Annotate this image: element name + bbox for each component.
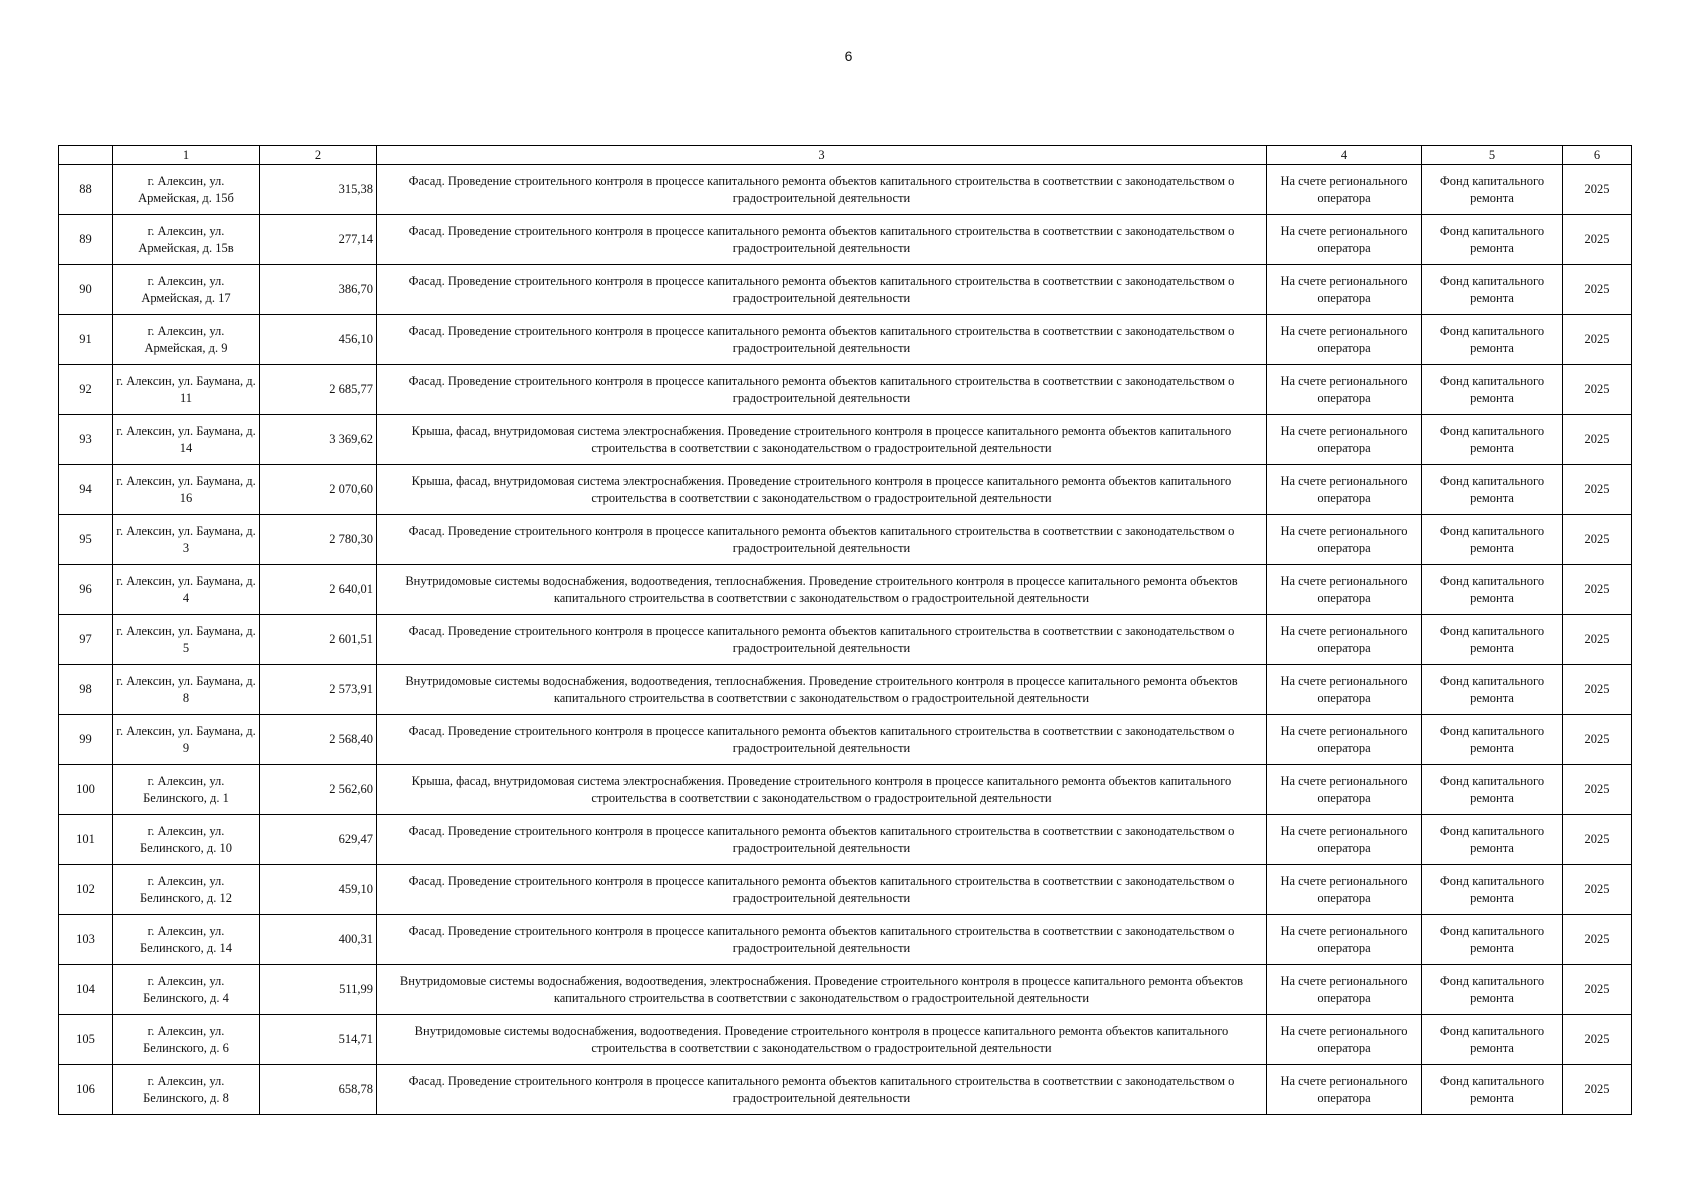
row-number-cell: 92 bbox=[59, 365, 113, 415]
table-row bbox=[59, 315, 1632, 365]
works-description-cell: Крыша, фасад, внутридомовая система электроснабжения. Проведение строительного контроля в процессе капитального ремонта объектов капитального строительства в соответствии с законодательством о градостроительной деятельности bbox=[377, 415, 1267, 465]
account-type-cell: На счете регионального оператора bbox=[1267, 465, 1422, 515]
table-row bbox=[59, 365, 1632, 415]
row-number-cell: 103 bbox=[59, 915, 113, 965]
works-description-cell: Фасад. Проведение строительного контроля в процессе капитального ремонта объектов капитального строительства в соответствии с законодательством о градостроительной деятельности bbox=[377, 865, 1267, 915]
year-cell: 2025 bbox=[1563, 765, 1632, 815]
address-cell: г. Алексин, ул. Армейская, д. 9 bbox=[113, 315, 260, 365]
account-type-cell: На счете регионального оператора bbox=[1267, 615, 1422, 665]
address-cell: г. Алексин, ул. Баумана, д. 3 bbox=[113, 515, 260, 565]
column-number-cell: 1 bbox=[113, 146, 260, 165]
works-description-cell: Фасад. Проведение строительного контроля в процессе капитального ремонта объектов капитального строительства в соответствии с законодательством о градостроительной деятельности bbox=[377, 165, 1267, 215]
address-cell: г. Алексин, ул. Белинского, д. 10 bbox=[113, 815, 260, 865]
address-cell: г. Алексин, ул. Баумана, д. 4 bbox=[113, 565, 260, 615]
year-cell: 2025 bbox=[1563, 465, 1632, 515]
row-number-cell: 101 bbox=[59, 815, 113, 865]
table-row bbox=[59, 765, 1632, 815]
account-type-cell: На счете регионального оператора bbox=[1267, 765, 1422, 815]
amount-cell: 2 685,77 bbox=[260, 365, 377, 415]
amount-cell: 2 573,91 bbox=[260, 665, 377, 715]
address-cell: г. Алексин, ул. Белинского, д. 6 bbox=[113, 1015, 260, 1065]
year-cell: 2025 bbox=[1563, 815, 1632, 865]
year-cell: 2025 bbox=[1563, 915, 1632, 965]
year-cell: 2025 bbox=[1563, 1065, 1632, 1115]
amount-cell: 658,78 bbox=[260, 1065, 377, 1115]
funding-source-cell: Фонд капитального ремонта bbox=[1422, 515, 1563, 565]
table-row bbox=[59, 665, 1632, 715]
table-row bbox=[59, 615, 1632, 665]
amount-cell: 2 070,60 bbox=[260, 465, 377, 515]
amount-cell: 386,70 bbox=[260, 265, 377, 315]
row-number-cell: 97 bbox=[59, 615, 113, 665]
table-row bbox=[59, 465, 1632, 515]
account-type-cell: На счете регионального оператора bbox=[1267, 415, 1422, 465]
table-row bbox=[59, 1015, 1632, 1065]
column-number-cell bbox=[59, 146, 113, 165]
funding-source-cell: Фонд капитального ремонта bbox=[1422, 565, 1563, 615]
address-cell: г. Алексин, ул. Баумана, д. 8 bbox=[113, 665, 260, 715]
funding-source-cell: Фонд капитального ремонта bbox=[1422, 315, 1563, 365]
row-number-cell: 90 bbox=[59, 265, 113, 315]
funding-source-cell: Фонд капитального ремонта bbox=[1422, 265, 1563, 315]
capital-repair-table bbox=[58, 145, 1632, 1115]
row-number-cell: 104 bbox=[59, 965, 113, 1015]
funding-source-cell: Фонд капитального ремонта bbox=[1422, 965, 1563, 1015]
year-cell: 2025 bbox=[1563, 515, 1632, 565]
year-cell: 2025 bbox=[1563, 215, 1632, 265]
address-cell: г. Алексин, ул. Баумана, д. 11 bbox=[113, 365, 260, 415]
funding-source-cell: Фонд капитального ремонта bbox=[1422, 215, 1563, 265]
page-number: 6 bbox=[844, 48, 853, 64]
table-row bbox=[59, 415, 1632, 465]
account-type-cell: На счете регионального оператора bbox=[1267, 365, 1422, 415]
account-type-cell: На счете регионального оператора bbox=[1267, 815, 1422, 865]
column-number-cell: 5 bbox=[1422, 146, 1563, 165]
address-cell: г. Алексин, ул. Белинского, д. 14 bbox=[113, 915, 260, 965]
funding-source-cell: Фонд капитального ремонта bbox=[1422, 1065, 1563, 1115]
funding-source-cell: Фонд капитального ремонта bbox=[1422, 165, 1563, 215]
address-cell: г. Алексин, ул. Армейская, д. 15б bbox=[113, 165, 260, 215]
amount-cell: 2 601,51 bbox=[260, 615, 377, 665]
amount-cell: 400,31 bbox=[260, 915, 377, 965]
works-description-cell: Внутридомовые системы водоснабжения, водоотведения. Проведение строительного контроля в процессе капитального ремонта объектов капитального строительства в соответствии с законодательством о градостроительной деятельности bbox=[377, 1015, 1267, 1065]
year-cell: 2025 bbox=[1563, 565, 1632, 615]
column-number-cell: 6 bbox=[1563, 146, 1632, 165]
funding-source-cell: Фонд капитального ремонта bbox=[1422, 915, 1563, 965]
works-description-cell: Фасад. Проведение строительного контроля в процессе капитального ремонта объектов капитального строительства в соответствии с законодательством о градостроительной деятельности bbox=[377, 365, 1267, 415]
year-cell: 2025 bbox=[1563, 865, 1632, 915]
address-cell: г. Алексин, ул. Белинского, д. 1 bbox=[113, 765, 260, 815]
amount-cell: 459,10 bbox=[260, 865, 377, 915]
row-number-cell: 95 bbox=[59, 515, 113, 565]
account-type-cell: На счете регионального оператора bbox=[1267, 1065, 1422, 1115]
works-description-cell: Внутридомовые системы водоснабжения, водоотведения, электроснабжения. Проведение строительного контроля в процессе капитального ремонта объектов капитального строительства в соответствии с законодательством о градостроительной деятельности bbox=[377, 965, 1267, 1015]
amount-cell: 514,71 bbox=[260, 1015, 377, 1065]
account-type-cell: На счете регионального оператора bbox=[1267, 315, 1422, 365]
row-number-cell: 99 bbox=[59, 715, 113, 765]
row-number-cell: 91 bbox=[59, 315, 113, 365]
row-number-cell: 98 bbox=[59, 665, 113, 715]
amount-cell: 456,10 bbox=[260, 315, 377, 365]
table-row bbox=[59, 565, 1632, 615]
funding-source-cell: Фонд капитального ремонта bbox=[1422, 665, 1563, 715]
table-row bbox=[59, 265, 1632, 315]
row-number-cell: 89 bbox=[59, 215, 113, 265]
works-description-cell: Фасад. Проведение строительного контроля в процессе капитального ремонта объектов капитального строительства в соответствии с законодательством о градостроительной деятельности bbox=[377, 265, 1267, 315]
works-description-cell: Фасад. Проведение строительного контроля в процессе капитального ремонта объектов капитального строительства в соответствии с законодательством о градостроительной деятельности bbox=[377, 815, 1267, 865]
year-cell: 2025 bbox=[1563, 715, 1632, 765]
address-cell: г. Алексин, ул. Баумана, д. 5 bbox=[113, 615, 260, 665]
table-row bbox=[59, 165, 1632, 215]
works-description-cell: Фасад. Проведение строительного контроля в процессе капитального ремонта объектов капитального строительства в соответствии с законодательством о градостроительной деятельности bbox=[377, 615, 1267, 665]
address-cell: г. Алексин, ул. Баумана, д. 14 bbox=[113, 415, 260, 465]
table-row bbox=[59, 215, 1632, 265]
address-cell: г. Алексин, ул. Баумана, д. 16 bbox=[113, 465, 260, 515]
amount-cell: 2 780,30 bbox=[260, 515, 377, 565]
year-cell: 2025 bbox=[1563, 365, 1632, 415]
works-description-cell: Внутридомовые системы водоснабжения, водоотведения, теплоснабжения. Проведение строительного контроля в процессе капитального ремонта объектов капитального строительства в соответствии с законодательством о градостроительной деятельности bbox=[377, 565, 1267, 615]
row-number-cell: 94 bbox=[59, 465, 113, 515]
works-description-cell: Фасад. Проведение строительного контроля в процессе капитального ремонта объектов капитального строительства в соответствии с законодательством о градостроительной деятельности bbox=[377, 1065, 1267, 1115]
year-cell: 2025 bbox=[1563, 615, 1632, 665]
row-number-cell: 96 bbox=[59, 565, 113, 615]
funding-source-cell: Фонд капитального ремонта bbox=[1422, 615, 1563, 665]
year-cell: 2025 bbox=[1563, 665, 1632, 715]
account-type-cell: На счете регионального оператора bbox=[1267, 515, 1422, 565]
account-type-cell: На счете регионального оператора bbox=[1267, 565, 1422, 615]
funding-source-cell: Фонд капитального ремонта bbox=[1422, 715, 1563, 765]
account-type-cell: На счете регионального оператора bbox=[1267, 965, 1422, 1015]
amount-cell: 2 568,40 bbox=[260, 715, 377, 765]
account-type-cell: На счете регионального оператора bbox=[1267, 715, 1422, 765]
row-number-cell: 93 bbox=[59, 415, 113, 465]
address-cell: г. Алексин, ул. Армейская, д. 17 bbox=[113, 265, 260, 315]
amount-cell: 3 369,62 bbox=[260, 415, 377, 465]
table-body bbox=[59, 165, 1632, 1115]
column-number-cell: 2 bbox=[260, 146, 377, 165]
works-description-cell: Фасад. Проведение строительного контроля в процессе капитального ремонта объектов капитального строительства в соответствии с законодательством о градостроительной деятельности bbox=[377, 715, 1267, 765]
year-cell: 2025 bbox=[1563, 315, 1632, 365]
account-type-cell: На счете регионального оператора bbox=[1267, 215, 1422, 265]
table-row bbox=[59, 1065, 1632, 1115]
row-number-cell: 102 bbox=[59, 865, 113, 915]
account-type-cell: На счете регионального оператора bbox=[1267, 1015, 1422, 1065]
column-number-row bbox=[59, 146, 1632, 165]
account-type-cell: На счете регионального оператора bbox=[1267, 265, 1422, 315]
amount-cell: 315,38 bbox=[260, 165, 377, 215]
amount-cell: 511,99 bbox=[260, 965, 377, 1015]
row-number-cell: 88 bbox=[59, 165, 113, 215]
table-row bbox=[59, 515, 1632, 565]
account-type-cell: На счете регионального оператора bbox=[1267, 665, 1422, 715]
row-number-cell: 106 bbox=[59, 1065, 113, 1115]
funding-source-cell: Фонд капитального ремонта bbox=[1422, 465, 1563, 515]
works-description-cell: Крыша, фасад, внутридомовая система электроснабжения. Проведение строительного контроля в процессе капитального ремонта объектов капитального строительства в соответствии с законодательством о градостроительной деятельности bbox=[377, 465, 1267, 515]
year-cell: 2025 bbox=[1563, 415, 1632, 465]
table-row bbox=[59, 965, 1632, 1015]
funding-source-cell: Фонд капитального ремонта bbox=[1422, 415, 1563, 465]
funding-source-cell: Фонд капитального ремонта bbox=[1422, 765, 1563, 815]
amount-cell: 2 640,01 bbox=[260, 565, 377, 615]
works-description-cell: Крыша, фасад, внутридомовая система электроснабжения. Проведение строительного контроля в процессе капитального ремонта объектов капитального строительства в соответствии с законодательством о градостроительной деятельности bbox=[377, 765, 1267, 815]
table-row bbox=[59, 865, 1632, 915]
address-cell: г. Алексин, ул. Белинского, д. 8 bbox=[113, 1065, 260, 1115]
funding-source-cell: Фонд капитального ремонта bbox=[1422, 865, 1563, 915]
works-description-cell: Фасад. Проведение строительного контроля в процессе капитального ремонта объектов капитального строительства в соответствии с законодательством о градостроительной деятельности bbox=[377, 215, 1267, 265]
works-description-cell: Фасад. Проведение строительного контроля в процессе капитального ремонта объектов капитального строительства в соответствии с законодательством о градостроительной деятельности bbox=[377, 315, 1267, 365]
table-row bbox=[59, 815, 1632, 865]
address-cell: г. Алексин, ул. Белинского, д. 12 bbox=[113, 865, 260, 915]
year-cell: 2025 bbox=[1563, 965, 1632, 1015]
column-number-cell: 4 bbox=[1267, 146, 1422, 165]
funding-source-cell: Фонд капитального ремонта bbox=[1422, 365, 1563, 415]
table-row bbox=[59, 915, 1632, 965]
works-description-cell: Внутридомовые системы водоснабжения, водоотведения, теплоснабжения. Проведение строительного контроля в процессе капитального ремонта объектов капитального строительства в соответствии с законодательством о градостроительной деятельности bbox=[377, 665, 1267, 715]
address-cell: г. Алексин, ул. Баумана, д. 9 bbox=[113, 715, 260, 765]
column-number-cell: 3 bbox=[377, 146, 1267, 165]
year-cell: 2025 bbox=[1563, 265, 1632, 315]
works-description-cell: Фасад. Проведение строительного контроля в процессе капитального ремонта объектов капитального строительства в соответствии с законодательством о градостроительной деятельности bbox=[377, 515, 1267, 565]
amount-cell: 2 562,60 bbox=[260, 765, 377, 815]
amount-cell: 629,47 bbox=[260, 815, 377, 865]
address-cell: г. Алексин, ул. Белинского, д. 4 bbox=[113, 965, 260, 1015]
works-description-cell: Фасад. Проведение строительного контроля в процессе капитального ремонта объектов капитального строительства в соответствии с законодательством о градостроительной деятельности bbox=[377, 915, 1267, 965]
funding-source-cell: Фонд капитального ремонта bbox=[1422, 815, 1563, 865]
account-type-cell: На счете регионального оператора bbox=[1267, 865, 1422, 915]
address-cell: г. Алексин, ул. Армейская, д. 15в bbox=[113, 215, 260, 265]
year-cell: 2025 bbox=[1563, 1015, 1632, 1065]
funding-source-cell: Фонд капитального ремонта bbox=[1422, 1015, 1563, 1065]
amount-cell: 277,14 bbox=[260, 215, 377, 265]
account-type-cell: На счете регионального оператора bbox=[1267, 165, 1422, 215]
account-type-cell: На счете регионального оператора bbox=[1267, 915, 1422, 965]
row-number-cell: 100 bbox=[59, 765, 113, 815]
year-cell: 2025 bbox=[1563, 165, 1632, 215]
row-number-cell: 105 bbox=[59, 1015, 113, 1065]
table-row bbox=[59, 715, 1632, 765]
